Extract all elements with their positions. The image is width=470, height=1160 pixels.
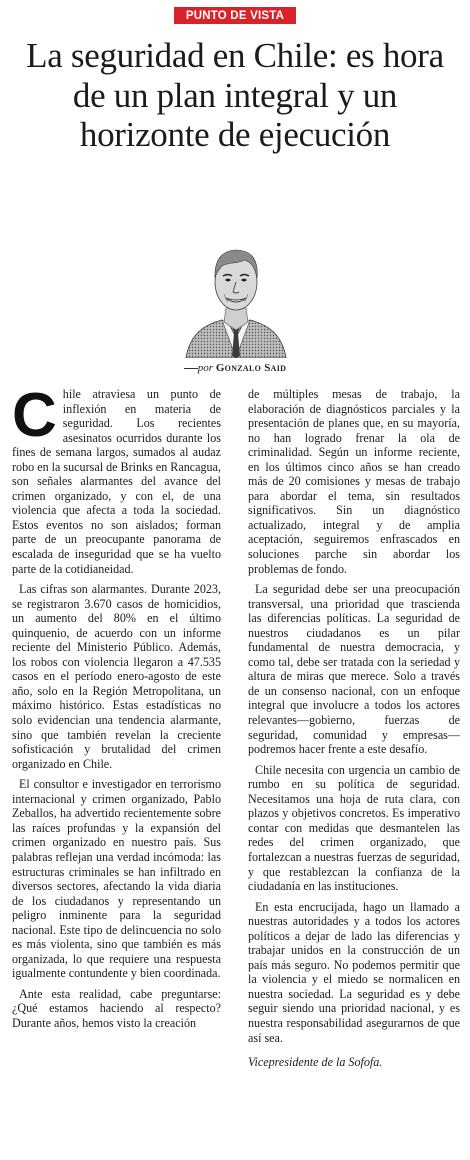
byline [0, 362, 470, 374]
paragraph-text: hile atraviesa un punto de inflexión en materia de seguridad. Los recientes asesinatos ocurridos durante los fines de semana largos, sumados al audaz robo en la sucursal de Brinks en Rancagua, son señales alarmantes del avance del crimen organizado, y con el, de una violencia que afecta a toda la sociedad. Estos eventos no son aislados; forman parte de un preocupante panorama de escalada de inseguridad que se ha vuelto parte de la cotidianeidad. [12, 387, 221, 576]
author-name: Gonzalo Said [215, 362, 287, 374]
section-label: PUNTO DE VISTA [174, 7, 296, 24]
byline-rule [184, 368, 198, 369]
section-tag [0, 6, 470, 24]
article-paragraph: Chile necesita con urgencia un cambio de rumbo en su política de seguridad. Necesitamos una hoja de ruta clara, con plazos y objetivos concretos. Es imperativo contar con medidas que desmantelen las redes del crimen organizado, que fortalezcan a nuestras fuerzas de seguridad, y que restablezcan la confianza de la ciudadanía en las instituciones. [248, 762, 460, 894]
article-column-right [248, 387, 460, 1076]
article-paragraph [12, 381, 221, 576]
headline: La seguridad en Chile: es hora de un plan integral y un horizonte de ejecución [26, 36, 444, 154]
article-paragraph: de múltiples mesas de trabajo, la elaboración de diagnósticos parciales y la presentación de planes que, en su mayoría, no han logrado frenar la ola de criminalidad. Según un informe reciente, en los últimos cinco años se han creado más de 20 comisiones y mesas de trabajo para abordar el tema, sin resultados significativos. Sin un diagnóstico actualizado, integral y de amplia aceptación, seguiremos enfrascados en soluciones parche sin abordar los problemas de fondo. [248, 387, 460, 576]
article-paragraph: Las cifras son alarmantes. Durante 2023, se registraron 3.670 casos de homicidios, un aumento del 80% en el último quinquenio, de acuerdo con un informe reciente del Ministerio Público. Además, los robos con violencia llegaron a 47.535 casos en el período enero-agosto de este año, solo en la Región Metropolitana, un máximo histórico. Estas estadísticas no solo evidencian una tendencia alarmante, sino que también revelan la creciente sofisticación y brutalidad del crimen organizado en Chile. [12, 582, 221, 771]
drop-cap: C [12, 381, 57, 450]
author-portrait [182, 238, 290, 358]
article-paragraph: En esta encrucijada, hago un llamado a nuestras autoridades y a todos los actores políticos a dejar de lado las diferencias y trabajar unidos en la construcción de un país más seguro. No podemos permitir que la violencia y el miedo se normalicen en nuestra sociedad. La seguridad es y debe seguir siendo una prioridad nacional, y es nuestra responsabilidad asegurarnos de que así sea. [248, 899, 460, 1045]
byline-prefix: por [197, 362, 214, 374]
article-column-left [12, 381, 221, 1037]
article-paragraph: Ante esta realidad, cabe preguntarse: ¿Qué estamos haciendo al respecto? Durante años, hemos visto la creación [12, 986, 221, 1030]
article-paragraph: El consultor e investigador en terrorismo internacional y crimen organizado, Pablo Zeballos, ha advertido recientemente sobre las raíces profundas y la expansión del crimen organizado en nuestro país. Sus palabras reflejan una verdad incómoda: las estructuras criminales se han infiltrado en diversos sectores, afectando la vida diaria de los ciudadanos y representando un peligro inminente para la seguridad nacional. Este tipo de delincuencia no solo es más violenta, sino que también es más organizada, lo que requiere una respuesta igualmente contundente y bien coordinada. [12, 777, 221, 981]
author-signoff: Vicepresidente de la Sofofa. [248, 1055, 383, 1070]
article-paragraph: La seguridad debe ser una preocupación transversal, una prioridad que trascienda las diferencias políticas. La seguridad de nuestros ciudadanos es un pilar fundamental de nuestra democracia, y como tal, debe ser tratada con la seriedad y altura de miras que merece. Solo a través de un consenso nacional, con un enfoque integral que involucre a todos los actores relevantes—gobierno, fuerzas de seguridad, comunidad y empresas—podremos hacer frente a este desafío. [248, 582, 460, 757]
